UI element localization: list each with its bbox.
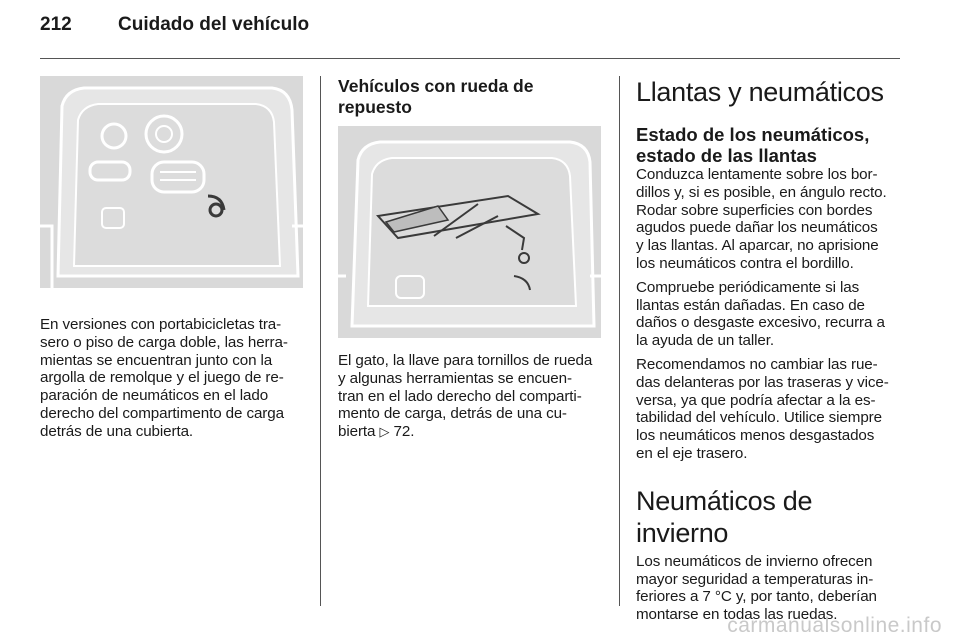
tyre-paragraph-1: Conduzca lentamente sobre los bor- dillos y, si es posible, en ángulo recto. Rodar sobre superficies con bordes agudos puede dañar los neumáticos y las llantas. Al aparcar, no aprisione los neumáticos contra el bordillo. [636,166,887,272]
tyre-paragraph-2: Compruebe periódicamente si las llantas están dañadas. En caso de daños o desgaste excesivo, recurra a la ayuda de un taller. [636,278,885,350]
section-title: Cuidado del vehículo [118,14,310,35]
cargo-tool-compartment-illustration [40,76,303,288]
tyre-condition-heading: Estado de los neumáticos, estado de las llantas [636,124,870,166]
cargo-compartment-drawing [40,76,303,288]
page-number: 212 [40,14,72,35]
column-3 [636,76,902,630]
column-2 [338,76,603,441]
column-1-paragraph-text: En versiones con portabicicletas tra- sero o piso de carga doble, las herra- mientas se encuentran junto con la argolla de remolque y el juego de re- paración de neumáticos en el lado derecho del compartimento de carga detrás de una cubierta. [40,316,288,440]
column-2-paragraph [338,352,603,441]
reference-page: 72. [389,423,415,441]
spare-wheel-heading: Vehículos con rueda de repuesto [338,76,534,117]
column-1-paragraph [40,316,305,441]
header-rule [40,58,900,59]
column-1 [40,76,305,441]
column-2-paragraph-text: El gato, la llave para tornillos de rueda y algunas herramientas se encuen- tran en el lado derecho del comparti- mento de carga, detrás de una cu- bierta [338,352,593,441]
column-divider-1 [320,76,321,606]
jack-and-tools-illustration [338,126,601,338]
page-header [40,14,900,44]
winter-tyres-heading: Neumáticos de invierno [636,485,813,548]
winter-tyres-paragraph: Los neumáticos de invierno ofrecen mayor seguridad a temperaturas in- feriores a 7 °C y, por tanto, deberían montarse en todas las ruedas. [636,552,877,624]
tyre-paragraph-3: Recomendamos no cambiar las rue- das delanteras por las traseras y vice- versa, ya que podría afectar a la es- tabilidad del vehículo. Utilice siempre los neumáticos menos desgastados en el eje trasero. [636,355,889,462]
wheels-tyres-heading: Llantas y neumáticos [636,77,884,107]
reference-arrow-icon: ▷ [379,424,390,440]
column-divider-2 [619,76,620,606]
watermark: carmanualsonline.info [727,614,942,637]
jack-compartment-drawing [338,126,601,338]
